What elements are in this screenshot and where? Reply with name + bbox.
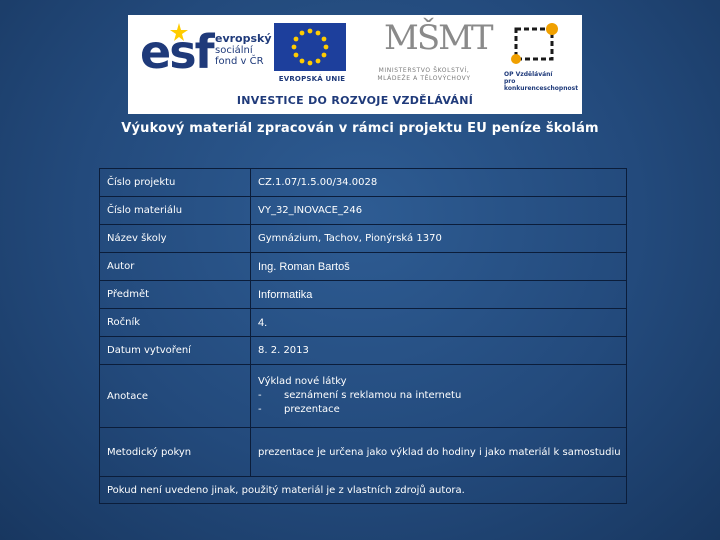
msmt-logo — [364, 18, 492, 91]
table-row-metodicky — [100, 428, 627, 477]
msmt-line-2: MLÁDEŽE A TĚLOVÝCHOVY — [377, 75, 471, 82]
table-row — [100, 281, 627, 309]
row-value: 8. 2. 2013 — [251, 337, 627, 365]
esf-line-2: sociální — [215, 45, 253, 56]
eu-flag-icon — [274, 23, 346, 71]
bullet-dash: - — [258, 390, 262, 401]
metodicky-value: prezentace je určena jako výklad do hodiny i jako materiál k samostudiu — [251, 428, 627, 477]
row-value: VY_32_INOVACE_246 — [251, 197, 627, 225]
anotace-item-text: prezentace — [284, 404, 340, 415]
esf-mark: esf — [140, 25, 213, 79]
metodicky-label: Metodický pokyn — [100, 428, 251, 477]
row-label: Datum vytvoření — [100, 337, 251, 365]
page-title: Výukový materiál zpracován v rámci projektu EU peníze školám — [121, 121, 599, 136]
row-label: Číslo projektu — [100, 169, 251, 197]
table-row — [100, 337, 627, 365]
row-value: 4. — [251, 309, 627, 337]
esf-line-3: fond v ČR — [215, 56, 264, 67]
row-label: Číslo materiálu — [100, 197, 251, 225]
row-value: Ing. Roman Bartoš — [251, 253, 627, 281]
row-label: Název školy — [100, 225, 251, 253]
anotace-label: Anotace — [100, 365, 251, 428]
row-value: CZ.1.07/1.5.00/34.0028 — [251, 169, 627, 197]
anotace-item-text: seznámení s reklamou na internetu — [284, 390, 462, 401]
anotace-title: Výklad nové látky — [258, 376, 347, 387]
msmt-mark: MŠMT — [384, 18, 492, 58]
project-info-table — [99, 168, 627, 504]
footer-note: Pokud není uvedeno jinak, použitý materiál je z vlastních zdrojů autora. — [100, 477, 627, 504]
opvk-line-1: OP Vzdělávání — [504, 71, 553, 78]
esf-line-1: evropský — [215, 32, 272, 45]
anotace-item — [258, 389, 626, 403]
bullet-dash: - — [258, 404, 262, 415]
table-row — [100, 253, 627, 281]
table-row — [100, 309, 627, 337]
opvk-logo — [496, 21, 579, 92]
eu-label: EVROPSKÁ UNIE — [278, 75, 346, 83]
row-value: Gymnázium, Tachov, Pionýrská 1370 — [251, 225, 627, 253]
row-value: Informatika — [251, 281, 627, 309]
opvk-line-2: pro konkurenceschopnost — [504, 78, 579, 92]
table-row — [100, 197, 627, 225]
esf-logo — [140, 23, 272, 87]
anotace-value — [251, 365, 627, 428]
banner-slogan: INVESTICE DO ROZVOJE VZDĚLÁVÁNÍ — [236, 94, 474, 107]
msmt-line-1: MINISTERSTVO ŠKOLSTVÍ, — [378, 67, 470, 74]
opvk-frame-icon — [508, 21, 564, 67]
msmt-text — [364, 67, 484, 83]
esf-text — [215, 33, 272, 67]
eu-logo — [272, 23, 352, 87]
row-label: Ročník — [100, 309, 251, 337]
anotace-item — [258, 403, 626, 417]
table-row-footer — [100, 477, 627, 504]
table-row — [100, 169, 627, 197]
table-row — [100, 225, 627, 253]
logo-banner — [128, 15, 582, 114]
table-row-anotace — [100, 365, 627, 428]
row-label: Autor — [100, 253, 251, 281]
opvk-text — [504, 71, 579, 92]
row-label: Předmět — [100, 281, 251, 309]
